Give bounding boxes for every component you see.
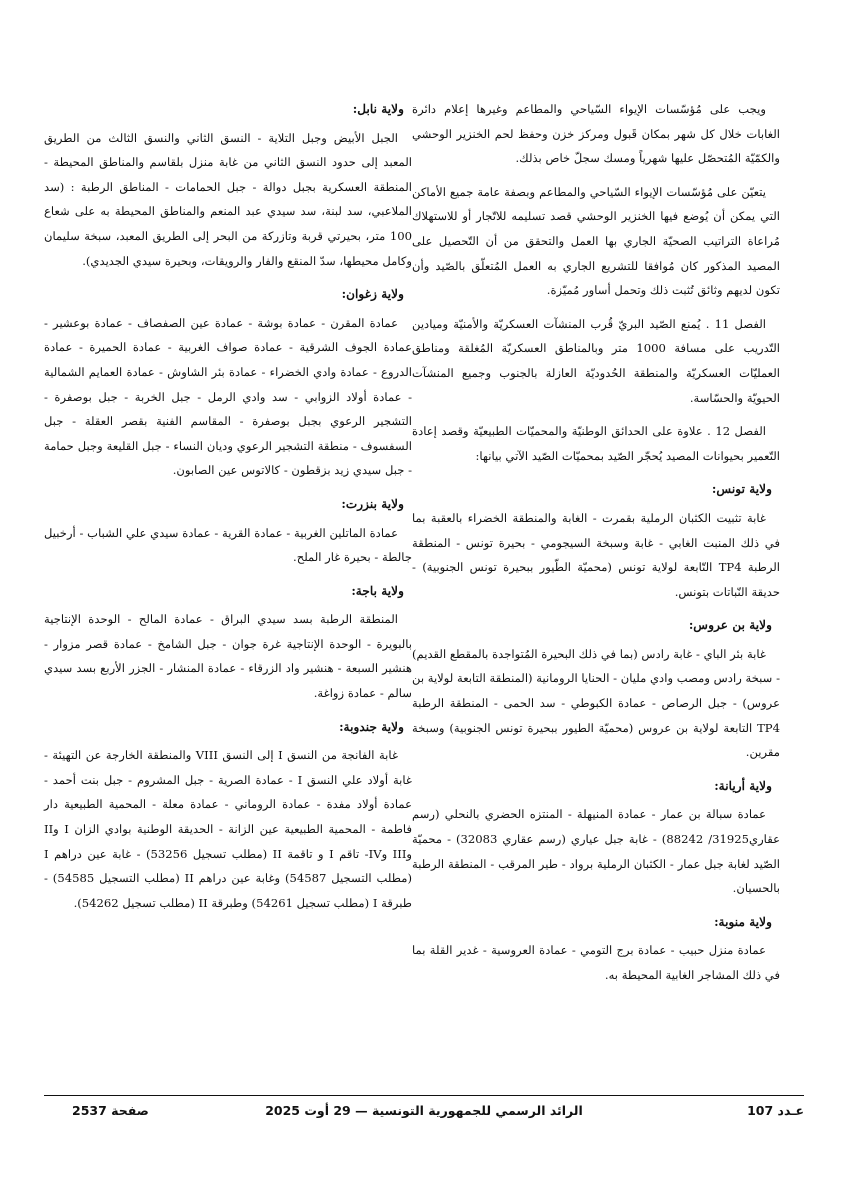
issue-number: عـدد 107 [747, 1103, 804, 1118]
section-heading: ولاية زغوان: [341, 287, 404, 302]
section-heading: ولاية منوبة: [714, 914, 772, 929]
section-heading: ولاية باجة: [351, 583, 404, 598]
section-heading: ولاية بن عروس: [688, 618, 772, 633]
section-heading: ولاية تونس: [711, 482, 772, 497]
page-number: صفحة 2537 [72, 1103, 149, 1118]
paragraph: عمادة الماتلين الغربية - عمادة القرية - عمادة سيدي علي الشباب - أرخبيل جالطة - بحيرة غار الملح. [44, 525, 412, 565]
paragraph: غابة الفانجة من النسق I إلى النسق VIII والمنطقة الخارجة عن التهيئة - غابة أولاد علي النسق I - عمادة الصرية - جبل المشروم - جبل بنت أحمد - عمادة أولاد مفدة - عمادة الروماني - عمادة معلة - المحمية الطبيعية دار فاطمة - المحمية الطبيعية عين الزانة - الحديقة الوطنية بوادي الزان I وII وIII وIV- تاقم I و تاقمة II (مطلب تسجيل 53256) - غابة عين دراهم I (مطلب التسجيل 54587) وغابة عين دراهم II (مطلب التسجيل 54585) - طبرقة I (مطلب تسجيل 54261) وطبرقة II (مطلب تسجيل 54262). [44, 748, 413, 910]
section-heading: ولاية أريانة: [714, 778, 772, 793]
footer-divider [44, 1095, 804, 1096]
paragraph: الفصل 11 . يُمنع الصّيد البريّ قُرب المنشآت العسكريّة والأمنيّة وميادين التّدريب على مسافة 1000 متر وبالمناطق العسكريّة المُغلقة ومناطق العمليّات العسكريّة والمنطقة الحُدوديّة العازلة بالجنوب وجميع المنشآت الحيويّة والحسّاسة. [412, 316, 780, 405]
paragraph: غابة تثبيت الكثبان الرملية بقمرت - الغابة والمنطقة الخضراء بالعقبة بما في ذلك المنبت الغابي - غابة وسبخة السيجومي - بحيرة تونس - المنطقة الرطبة TP4 التّابعة لولاية تونس (محميّة الطّيور ببحيرة تونس الجنوبية) - حديقة النّباتات بتونس. [412, 510, 780, 599]
paragraph: عمادة المقرن - عمادة بوشة - عمادة عين الصفصاف - عمادة بوعشير - عمادة الجوف الشرقية - عمادة صواف الغربية - عمادة الحميرة - عمادة الدروع - عمادة وادي الخضراء - عمادة بئر الشاوش - عمادة العمايم الشمالية - عمادة أولاد الزوابي - سد وادي الرمل - جبل الخربة - جبل بوصفرة - التشجير الرعوي بجبل بوصفرة - المقاسم الفنية بقصر العقلة - جبل السفسوف - منطقة التشجير الرعوي وديان النساء - جبل القليعة وجبل حمامة - جبل سيدي زيد بزقطون - كالاتوس عين الصابون. [44, 315, 412, 478]
right-column [412, 97, 780, 997]
left-column [44, 97, 412, 924]
paragraph: يتعيّن على مُؤسّسات الإيواء السّياحي والمطاعم وبصفة عامة جميع الأماكن التي يمكن أن يُوضع فيها الخنزير الوحشي قصد تسليمه للاتّجار أو للاستهلاك مُراعاة التراتيب الصحيّة الجاري بها العمل والتحقق من أن التّحصيل على المصيد المذكور كان مُوافقا للتشريع الجاري به العمل المُتعلّق بالصّيد وأن تكون لديهم وثائق تُثبت ذلك وتحمل أساور مُميّزة. [412, 184, 780, 298]
paragraph: الفصل 12 . علاوة على الحدائق الوطنيّة والمحميّات الطبيعيّة وقصد إعادة التّعمير بحيوانات المصيد يُحجّر الصّيد بمحميّات الصّيد الآتي بيانها: [412, 424, 780, 463]
paragraph: المنطقة الرطبة بسد سيدي البراق - عمادة المالح - الوحدة الإنتاجية بالبويرة - الوحدة الإنتاجية غرة جوان - جبل الشامخ - عمادة قصر مزوار - هنشير السبعة - هنشير واد الزرقاء - عمادة المنشار - الجزر الأربع بسد سيدي سالم - عمادة زواغة. [44, 612, 412, 701]
section-heading: ولاية نابل: [352, 102, 404, 116]
page-footer [44, 1103, 804, 1123]
paragraph: ويجب على مُؤسّسات الإيواء السّياحي والمطاعم وغيرها إعلام دائرة الغابات خلال كل شهر بمكان قَبول ومركز خزن وحفظ لحم الخنزير الوحشي والكمّيّة المُتحصّل عليها شهرياً ومسك سجلّ خاص بذلك. [412, 102, 780, 166]
section-heading: ولاية جندوبة: [339, 719, 404, 734]
paragraph: عمادة سبالة بن عمار - عمادة المنيهلة - المنتزه الحضري بالنحلي (رسم عقاري31925/ 88242) - غابة جبل عياري (رسم عقاري 32083) - محميّة الصّيد لغابة جبل عمار - الكثبان الرملية برواد - طير المرقب - المنطقة الرطبة بالحسيان. [412, 807, 780, 896]
paragraph: عمادة منزل حبيب - عمادة برج التومي - عمادة العروسية - غدير القلة بما في ذلك المشاجر الغابية المحيطة به. [412, 943, 780, 982]
paragraph: الجبل الأبيض وجبل التلاية - النسق الثاني والنسق الثالث من الطريق المعبد إلى حدود النسق الثاني من غابة منزل بلقاسم والمناطق المحيطة - المنطقة العسكرية بجبل دوالة - جبل الحمامات - المناطق الرطبة : (سد الملاعبي، سد لبنة، سد سيدي عبد المنعم والمناطق المحيطة به على شعاع 100 متر، بحيرتي قربة وتازركة من البحر إلى الطريق المعبد، سبخة سليمان وكامل محيطها، سدّ المنقع والفار والرويقات، وبحيرة سيدي الجديدي). [44, 130, 412, 268]
section-heading: ولاية بنزرت: [341, 496, 404, 511]
journal-title-date: الرائد الرسمي للجمهورية التونسية — 29 أوت 2025 [265, 1103, 583, 1118]
paragraph: غابة بئر الباي - غابة رادس (بما في ذلك البحيرة المُتواجدة بالمقطع القديم) - سبخة رادس ومصب وادي مليان - الحنايا الرومانية (المنطقة التابعة لولاية بن عروس) - جبل الرصاص - عمادة الكبوطي - سد الحمى - المنطقة الرطبة TP4 التابعة لولاية بن عروس (محميّة الطيور ببحيرة تونس الجنوبية) وسبخة مقرين. [412, 646, 780, 760]
